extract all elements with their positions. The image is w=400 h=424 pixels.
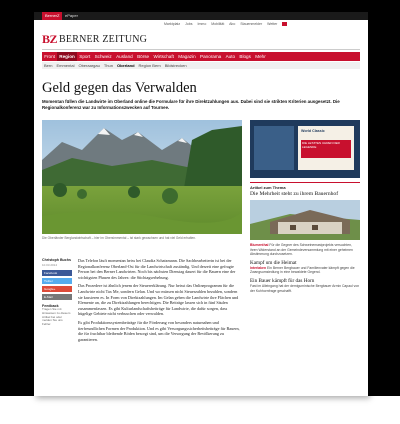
share-email-button[interactable]: E-Mail	[42, 294, 72, 300]
nav-item-sport[interactable]: Sport	[79, 54, 91, 59]
nav-item-boerse[interactable]: Börse	[137, 54, 150, 59]
utility-link-mobilitaet[interactable]: Mobilität	[211, 22, 225, 26]
article-paragraph: Es gibt Produktionssystembeiträge für die Förderung von besonders naturnahen und tierfreundlichen Formen der Produktion. Und es gibt Versorgungssicherheitsbeiträge für Bauern, die für fruchtbar bleibende Böden besorgt sind, um die Versorgung der Bevölkerung zu garantieren.	[78, 319, 240, 342]
top-bar	[34, 12, 368, 20]
divider	[42, 49, 360, 50]
logo-name: BERNER ZEITUNG	[59, 33, 148, 45]
tab-bernerz[interactable]: BernerZ	[42, 12, 62, 20]
feedback-text: Tragen Sie mit Hinweisen zu diesem Artikel bei oder melden Sie uns Fehler.	[42, 307, 71, 327]
ad-title: World Classic	[301, 129, 325, 133]
nav-item-ausland[interactable]: Ausland	[116, 54, 133, 59]
advertisement[interactable]	[250, 120, 360, 178]
utility-link-wetter[interactable]: Wetter	[267, 22, 278, 26]
subnav-item-emmental[interactable]: Emmental	[56, 63, 75, 68]
ad-text: DIE LETZTEN UHREN DER LEGENDE	[301, 140, 351, 158]
barn-image	[250, 200, 360, 240]
nav-item-region[interactable]: Region	[57, 52, 77, 61]
utility-link-stauenmelder[interactable]: Stauenmelder	[240, 22, 263, 26]
backdrop-left	[0, 12, 34, 396]
share-facebook-button[interactable]: Facebook	[42, 270, 72, 276]
related-section-label: Artikel zum Thema	[250, 182, 360, 190]
share-twitter-button[interactable]: Twitter	[42, 278, 72, 284]
backdrop-top	[0, 0, 400, 12]
backdrop-bottom	[0, 396, 400, 424]
related-article-image[interactable]	[250, 200, 360, 240]
feedback-title[interactable]: Feedback	[42, 304, 59, 308]
nav-item-blogs[interactable]: Blogs	[239, 54, 251, 59]
backdrop-right	[368, 12, 400, 396]
related-article-text: Für die Gegner des Schweinemastprojekts versuchten, ihren Widerstand an der Gemeindeversammlung mit einer geheimen Abstimmung durchzusetzen.	[250, 243, 353, 256]
subnav-item-bern[interactable]: Bern	[44, 63, 53, 68]
subnav-item-thun[interactable]: Thun	[103, 63, 113, 68]
nav-item-magazin[interactable]: Magazin	[178, 54, 196, 59]
browser-page	[34, 12, 368, 396]
utility-link-abo[interactable]: Abo	[229, 22, 236, 26]
share-column	[42, 258, 72, 327]
nav-item-auto[interactable]: Auto	[225, 54, 236, 59]
share-googleplus-button[interactable]: Google+	[42, 286, 72, 292]
related-article-text-2: Ein Berner Bergbauer und Familienvater kämpft gegen die Zwangsumsiedlung in eine bewaldete Gegend.	[250, 266, 355, 275]
sidebar	[250, 120, 360, 293]
article-body	[78, 258, 242, 345]
utility-link-immo[interactable]: Immo	[197, 22, 207, 26]
article-headline: Geld gegen das Verwalden	[42, 80, 197, 96]
nav-item-schweiz[interactable]: Schweiz	[94, 54, 112, 59]
utility-link-jobs[interactable]: Jobs	[185, 22, 193, 26]
tab-epaper[interactable]: ePaper	[65, 13, 78, 18]
related-article-text-3: Fast im Alleingang hat der demiguminische Bergbauer Armin Capaul von der Kuhhornfrage geschafft.	[250, 284, 360, 293]
site-logo[interactable]	[42, 32, 147, 46]
logo-bz: BZ	[42, 31, 58, 46]
login-icon[interactable]	[282, 22, 287, 26]
related-article-teaser	[250, 243, 360, 256]
utility-links	[164, 22, 291, 26]
article-photo[interactable]	[42, 120, 242, 234]
article-paragraph: Das Prozedere ist ähnlich jenem der Steuererklärung. Nur heisst das Onlineprogramm für die Landwirte nicht Tax Me, sondern Gelan. Und wo müssen nicht Steuerzahlen bezahlen, sondern sie kassieren es. In Form von Direktzahlungen. Im Gelan geben die Landwirte ihre Flächen und Elemente an, die zu Direktzahlungen berechtigen. Die Beiträge lassen sich in fünf Säulen zusammenfassen. Es gibt Kulturlandschaftsbeiträge für Landwirte, die dafür sorgen, dass hügelige Gebiete nicht verbuschen oder verwalden.	[78, 283, 239, 317]
article-paragraph: Das Telefon läuft momentan heiss bei Claudia Schatzmann. Die Sachbearbeiterin ist bei der Regionalkonferenz Oberland-Ost für die Landwirtschaft zuständig. Und derzeit eine gefragte Person bei den Berner Landwirten. Noch bis nächsten Dienstag dauert für die Bauern eine der wichtigsten Phasen des Jahres: die Stichtagserhebung.	[78, 258, 236, 280]
subnav-item-bildstrecken[interactable]: Bildstrecken	[164, 63, 187, 68]
related-article-title-2[interactable]: Kampf um die Heimat	[250, 260, 297, 267]
article-lead: Momentan füllen die Landwirte im Oberland online die Formulare für ihre Direktzahlungen aus. Dabei sind sie strikten Kriterien ausgesetzt. Die Regionalkonferenz war zu Informationszwecken auf Tournee.	[42, 99, 340, 110]
nav-item-mehr[interactable]: Mehr	[255, 54, 266, 59]
subnav-item-oberland[interactable]: Oberland	[116, 63, 135, 68]
nav-item-panorama[interactable]: Panorama	[200, 54, 222, 59]
nav-item-front[interactable]: Front	[44, 54, 55, 59]
subnav-item-oberaargau[interactable]: Oberaargau	[78, 63, 100, 68]
main-nav	[42, 52, 360, 61]
related-article-teaser-2	[250, 266, 360, 274]
related-article-title-3[interactable]: Ein Bauer kämpft für das Horn	[250, 278, 315, 285]
utility-link-marktplatz[interactable]: Marktplatz	[164, 22, 181, 26]
subnav-item-region-bern[interactable]: Region Bern	[138, 63, 161, 68]
related-article-kicker: Blumenthal	[250, 243, 269, 248]
alpine-landscape-image	[42, 120, 242, 234]
photo-caption: Die Oberländer Berglandwirtschaft – hier im Obersimmental – ist stark gewachsen und hat viel Geld erhalten.	[42, 236, 196, 240]
sub-nav	[42, 62, 360, 69]
nav-item-wirtschaft[interactable]: Wirtschaft	[153, 54, 174, 59]
article-author[interactable]: Christoph Buchs	[42, 258, 71, 262]
related-article-kicker-2: Interlaken	[250, 266, 267, 271]
related-article-title[interactable]: Die Mehrheit steht zu ihrem Bauernhof	[250, 191, 339, 197]
article-date: 10.03.2014	[42, 263, 58, 267]
ad-watch-image	[254, 126, 294, 170]
